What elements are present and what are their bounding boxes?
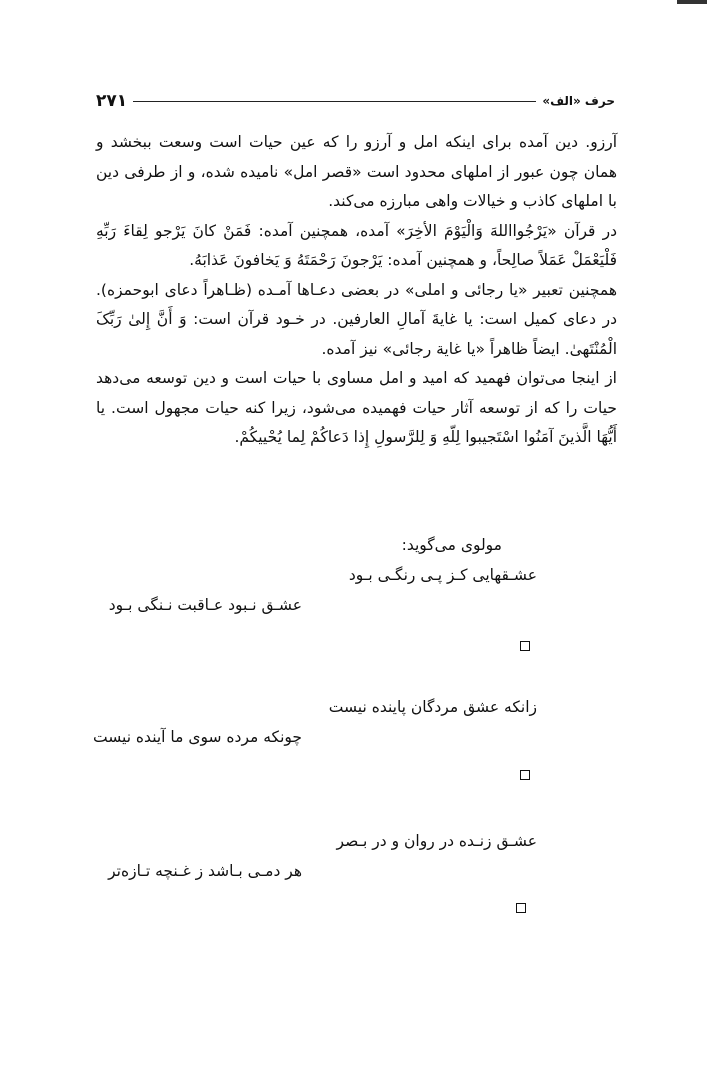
verse-second-hemistich: عشـق نـبود عـاقبت نـنگی بـود <box>108 596 302 614</box>
paragraph: از اینجا می‌توان فهمید که امید و امل مساوی با حیات است و دین توسعه می‌دهد حیات را که از توسعه آثار حیات فهمیده می‌شود، زیرا کنه حیات مجهول است. یا أَیُّهَا الَّذینَ آمَنُوا اسْتَجیبوا لِلّهِ وَ لِلرَّسولِ إِذا دَعاکُمْ لِما یُحْییکُمْ. <box>96 369 617 446</box>
page-header <box>96 88 615 114</box>
running-head: حرف «الف» <box>542 94 615 108</box>
paragraph: آرزو. دین آمده برای اینکه امل و آرزو را که عین حیات است وسعت ببخشد و همان چون عبور از املهای محدود است «قصر امل» نامیده شده، و از طرفی دین با املهای کاذب و خیالات واهی مبارزه می‌کند. <box>96 133 617 210</box>
verse-first-hemistich: زانکه عشق مردگان پاینده نیست <box>328 698 537 716</box>
square-box-icon <box>520 770 530 780</box>
main-text <box>96 128 617 453</box>
verse-second-hemistich: هر دمـی بـاشد ز غـنچه تـازه‌تر <box>108 862 302 880</box>
square-box-icon <box>520 641 530 651</box>
scan-edge-mark <box>677 0 707 4</box>
verse-second-hemistich: چونکه مرده سوی ما آینده نیست <box>92 728 302 746</box>
verse-first-hemistich: عشـق زنـده در روان و در بـصر <box>336 832 537 850</box>
paragraph: در قرآن «يَرْجُوااللهَ وَالْيَوْمَ الأخِرَ» آمده، همچنین آمده: فَمَنْ كانَ يَرْجو لِقاءَ رَبِّهِ فَلْيَعْمَلْ عَمَلاً صالِحاً، و همچنین آمده: يَرْجونَ رَحْمَتَهُ وَ يَخافونَ عَذابَهُ. <box>96 221 617 269</box>
square-box-icon <box>516 903 526 913</box>
verse-intro: مولوی می‌گوید: <box>401 536 502 554</box>
verse-first-hemistich: عشـقهایی کـز پـی رنگـی بـود <box>348 566 537 584</box>
paragraph: همچنین تعبیر «یا رجائی و املی» در بعضی دعـاها آمـده (ظـاهراً دعای ابوحمزه). در دعای کمیل است: یا غایةَ آمالِ العارفین. در خـود قرآن است: وَ أَنَّ إِلیٰ رَبِّکَ الْمُنْتَهیٰ. ایضاً ظاهراً «یا غایة رجائی» نیز آمده. <box>96 280 617 358</box>
page-number: ۲۷۱ <box>96 91 128 111</box>
header-rule <box>133 101 536 102</box>
